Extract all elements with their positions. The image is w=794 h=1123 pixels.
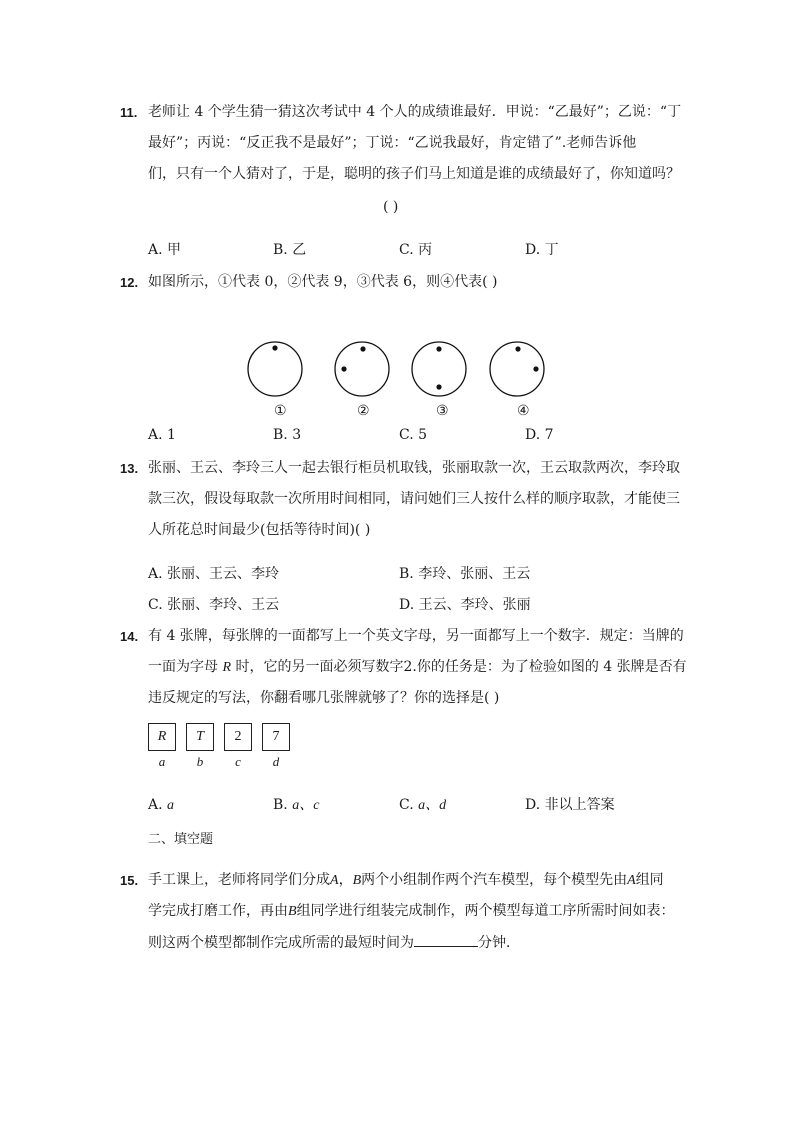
card-b: T — [186, 723, 214, 751]
q14-number: 14. — [120, 629, 139, 644]
q15-number: 15. — [120, 873, 139, 888]
card-a: R — [148, 723, 176, 751]
q11-line3: 们，只有一个人猜对了，于是，聪明的孩子们马上知道是谁的成绩最好了，你知道吗？ — [148, 166, 680, 182]
q12-option-b: B. 3 — [273, 427, 302, 443]
q14-option-b: B. a、c — [273, 797, 320, 813]
q15-line3: 则这两个模型都制作完成所需的最短时间为 分钟． — [148, 932, 520, 953]
q11-line2: 最好”；丙说：“反正我不是最好”；丁说：“乙说我最好，肯定错了”.老师告诉他 — [148, 135, 637, 151]
q14-line2: 一面为字母 R 时，它的另一面必须写数字2.你的任务是：为了检验如图的 4 张牌是否有 — [148, 659, 687, 675]
q14-line1: 有 4 张牌，每张牌的一面都写上一个英文字母，另一面都写上一个数字．规定：当牌的 — [148, 628, 684, 644]
circle-label-2: ② — [357, 403, 370, 419]
circle-3 — [412, 342, 466, 396]
card-label-a: a — [158, 754, 166, 769]
q13-option-a: A. 张丽、王云、李玲 — [148, 566, 280, 582]
circle-label-3: ③ — [436, 403, 449, 419]
q14-option-a: A. a — [148, 797, 175, 813]
q13-number: 13. — [120, 461, 139, 476]
q11-number: 11. — [120, 105, 138, 120]
circle-2 — [335, 342, 389, 396]
q13-option-d: D. 王云、李玲、张丽 — [399, 597, 531, 613]
q11-option-a: A. 甲 — [148, 242, 182, 258]
card-label-b: b — [196, 754, 204, 769]
card-label-c: c — [235, 754, 241, 769]
q12-text: 如图所示，①代表 0，②代表 9，③代表 6，则④代表( ) — [148, 274, 498, 290]
q11-line1: 老师让 4 个学生猜一猜这次考试中 4 个人的成绩谁最好．甲说：“乙最好”；乙说：“丁 — [148, 104, 682, 120]
q14-option-d: D. 非以上答案 — [525, 797, 615, 813]
card-c: 2 — [224, 723, 252, 751]
clock-figure — [240, 335, 560, 405]
q12-option-c: C. 5 — [399, 427, 428, 443]
card-label-d: d — [272, 754, 280, 769]
q11-option-d: D. 丁 — [525, 242, 559, 258]
answer-blank[interactable] — [414, 932, 478, 947]
q11-option-c: C. 丙 — [399, 242, 433, 258]
q11-option-b: B. 乙 — [273, 242, 307, 258]
q12-number: 12. — [120, 275, 139, 290]
q13-line2: 款三次，假设每取款一次所用时间相同，请问她们三人按什么样的顺序取款，才能使三 — [148, 491, 680, 507]
q12-option-d: D. 7 — [525, 427, 554, 443]
q15-line1: 手工课上，老师将同学们分成A，B两个小组制作两个汽车模型，每个模型先由A组同 — [148, 872, 664, 888]
circle-4 — [490, 342, 544, 396]
circle-1 — [248, 342, 302, 396]
q12-option-a: A. 1 — [148, 427, 176, 443]
q15-line2: 学完成打磨工作，再由B组同学进行组装完成制作，两个模型每道工序所需时间如表： — [148, 903, 675, 919]
q13-option-b: B. 李玲、张丽、王云 — [399, 566, 531, 582]
card-d: 7 — [262, 723, 290, 751]
q13-option-c: C. 张丽、李玲、王云 — [148, 597, 280, 613]
circle-label-1: ① — [274, 403, 287, 419]
section-title: 二、填空题 — [148, 832, 214, 847]
q13-line3: 人所花总时间最少(包括等待时间)( ) — [148, 522, 371, 538]
q13-line1: 张丽、王云、李玲三人一起去银行柜员机取钱，张丽取款一次，王云取款两次，李玲取 — [148, 460, 680, 476]
q14-option-c: C. a、d — [399, 797, 447, 813]
q11-answer-paren: ( ) — [383, 199, 399, 215]
circle-label-4: ④ — [517, 403, 530, 419]
q14-line3: 违反规定的写法，你翻看哪几张牌就够了？你的选择是( ) — [148, 690, 500, 706]
